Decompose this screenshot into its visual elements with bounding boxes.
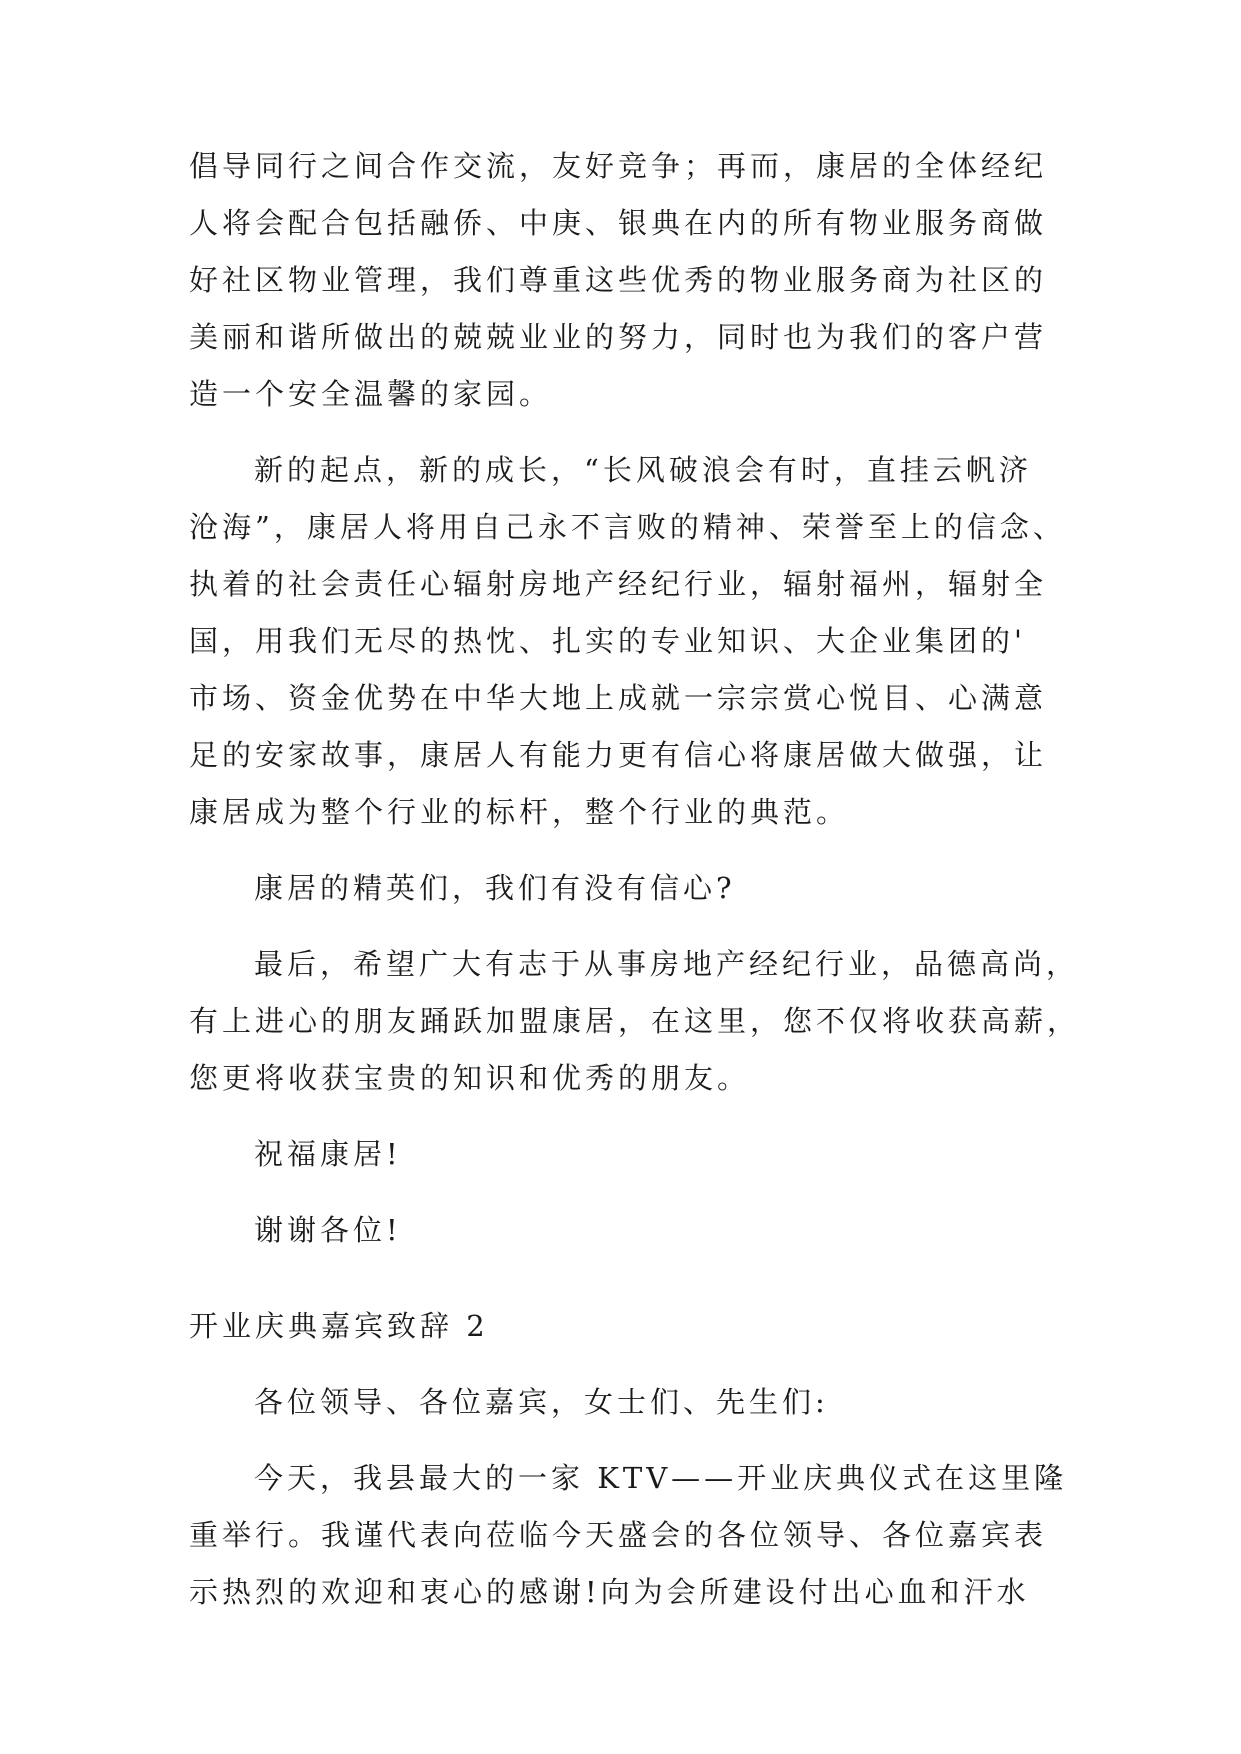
text-line: 最后，希望广大有志于从事房地产经纪行业，品德高尚， (254, 947, 1080, 981)
text-line: 新的起点，新的成长，“长风破浪会有时，直挂云帆济 (254, 453, 1032, 487)
text-line: 好社区物业管理，我们尊重这些优秀的物业服务商为社区的 (189, 263, 1048, 297)
text-line: 康居成为整个行业的标杆，整个行业的典范。 (189, 795, 850, 829)
text-line: 祝福康居! (254, 1137, 402, 1171)
text-line: 人将会配合包括融侨、中庚、银典在内的所有物业服务商做 (189, 206, 1048, 240)
text-line: 今天，我县最大的一家 KTV——开业庆典仪式在这里隆 (254, 1461, 1068, 1495)
text-line: 您更将收获宝贵的知识和优秀的朋友。 (189, 1061, 751, 1095)
text-line: 谢谢各位! (254, 1213, 402, 1247)
text-line: 有上进心的朋友踊跃加盟康居，在这里，您不仅将收获高薪， (189, 1004, 1081, 1038)
text-line: 倡导同行之间合作交流，友好竞争；再而，康居的全体经纪 (189, 149, 1048, 183)
text-line: 美丽和谐所做出的兢兢业业的努力，同时也为我们的客户营 (189, 320, 1048, 354)
text-line: 各位领导、各位嘉宾，女士们、先生们: (254, 1385, 829, 1419)
text-line: 执着的社会责任心辐射房地产经纪行业，辐射福州，辐射全 (189, 567, 1048, 601)
text-line: 重举行。我谨代表向莅临今天盛会的各位领导、各位嘉宾表 (189, 1518, 1048, 1552)
text-line: 示热烈的欢迎和衷心的感谢!向为会所建设付出心血和汗水 (189, 1575, 1030, 1609)
text-line: 国，用我们无尽的热忱、扎实的专业知识、大企业集团的' (189, 624, 1026, 658)
text-line: 沧海”，康居人将用自己永不言败的精神、荣誉至上的信念、 (189, 510, 1066, 544)
section-heading: 开业庆典嘉宾致辞 2 (189, 1309, 489, 1343)
text-line: 市场、资金优势在中华大地上成就一宗宗赏心悦目、心满意 (189, 681, 1048, 715)
text-line: 康居的精英们，我们有没有信心? (254, 871, 736, 905)
text-line: 足的安家故事，康居人有能力更有信心将康居做大做强，让 (189, 738, 1048, 772)
text-line: 造一个安全温馨的家园。 (189, 377, 553, 411)
